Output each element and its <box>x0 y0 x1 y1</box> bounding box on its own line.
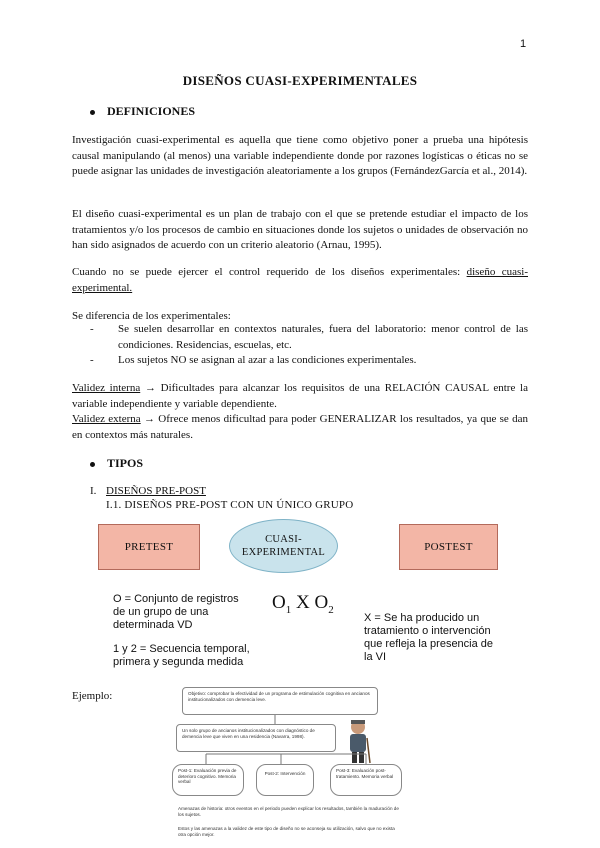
cuasi-experimental-ellipse <box>229 519 338 573</box>
validez-interna-text: → Dificultades para alcanzar los requisitos de una RELACIÓN CAUSAL entre la variable independiente y variable dependiente. <box>72 382 528 410</box>
paragraph-control-text: Cuando no se puede ejercer el control requerido de los diseños experimentales: <box>72 266 467 278</box>
ejemplo-grupo-text: Un solo grupo de ancianos institucionalizados con diagnóstico de demencia leve que viven en una residencia (Navarra, 1998). <box>182 728 315 739</box>
validez-interna <box>72 381 528 412</box>
tipo-title: DISEÑOS PRE-POST <box>106 485 206 497</box>
ejemplo-amenazas-2: Estos y las amenazas a la validez de este tipo de diseño no se aconseja su utilización, salvo que no exista otra opción mejor. <box>178 826 395 837</box>
paragraph-control <box>72 265 528 296</box>
note-o: O = Conjunto de registros de un grupo de una determinada VD <box>113 593 239 631</box>
section-heading-label: TIPOS <box>107 456 144 470</box>
ejemplo-objetivo-box <box>182 687 378 715</box>
validez-externa-text: → Ofrece menos dificultad para poder GENERALIZAR los resultados, ya que se dan en contextos más naturales. <box>72 413 528 441</box>
section-heading-definiciones <box>90 104 195 119</box>
ejemplo-grupo-box <box>176 724 336 752</box>
formula <box>272 592 334 616</box>
tipo-number: I. <box>90 485 97 497</box>
ejemplo-pretest-text: Post-1: Evaluación previa de deterioro cognitivo. Memoria verbal <box>178 768 237 784</box>
page-number: 1 <box>520 38 527 50</box>
paragraph-definition-2: El diseño cuasi-experimental es un plan de trabajo con el que se pretende estudiar el impacto de los tratamientos y/o los procesos de cambio en situaciones donde los sujetos o unidades de observación no han sido asignados de acuerdo con un criterio aleatorio (Arnau, 1995). <box>72 208 528 251</box>
formula-subscript-1: 1 <box>285 603 292 616</box>
ejemplo-label: Ejemplo: <box>72 690 113 702</box>
list-item: - Los sujetos NO se asignan al azar a las condiciones experimentales. <box>90 353 528 369</box>
ejemplo-postest-box <box>330 764 402 796</box>
paragraph-definition-1: Investigación cuasi-experimental es aquella que tiene como objetivo poner a prueba una hipótesis causal manipulando (al menos) una variable independiente donde por razones logísticas o éticas no se puede asignar las unidades de investigación aleatoriamente a los grupos (FernándezGarcía et al., 2014). <box>72 134 528 177</box>
diferencia-intro: Se diferencia de los experimentales: <box>72 310 231 322</box>
ejemplo-tratamiento-text: Post-2: Intervención <box>264 771 306 776</box>
note-secuencia: 1 y 2 = Secuencia temporal, primera y segunda medida <box>113 643 250 668</box>
validez-externa-label: Validez externa <box>72 413 141 425</box>
pretest-label: PRETEST <box>124 541 174 553</box>
list-item: - Se suelen desarrollar en contextos naturales, fuera del laboratorio: menor control de las condiciones. Residencias, escuelas, etc. <box>90 322 528 353</box>
pretest-box <box>98 524 200 570</box>
center-label: CUASI-EXPERIMENTAL <box>241 534 326 558</box>
bullet-icon <box>90 462 95 467</box>
postest-box <box>399 524 498 570</box>
note-x: X = Se ha producido un tratamiento o intervención que refleja la presencia de la VI <box>364 612 494 663</box>
diferencia-list <box>90 322 528 369</box>
ejemplo-postest-text: Post-3: Evaluación post-tratamiento. Memoria verbal <box>336 768 394 779</box>
postest-label: POSTEST <box>424 541 473 553</box>
paragraph-control-link: diseño cuasi-experimental. <box>72 266 528 294</box>
validez-externa <box>72 412 528 443</box>
page-title: DISEÑOS CUASI-EXPERIMENTALES <box>182 73 418 88</box>
validez-interna-label: Validez interna <box>72 382 141 394</box>
ejemplo-tratamiento-box <box>256 764 314 796</box>
ejemplo-objetivo-text: Objetivo: comprobar la efectividad de un programa de estimulación cognitiva en ancianos institucionalizados con demencia leve. <box>188 691 370 702</box>
ejemplo-amenazas-1: Amenazas de historia: otros eventos en el periodo pueden explicar los resultados, también la maduración de los sujetos. <box>178 806 399 817</box>
formula-subscript-2: 2 <box>328 603 334 616</box>
formula-o1: O <box>272 592 286 613</box>
formula-x-o: X O <box>291 592 329 613</box>
ejemplo-pretest-box <box>172 764 244 796</box>
subtipo-title: I.1. DISEÑOS PRE-POST CON UN ÚNICO GRUPO <box>106 499 354 511</box>
section-heading-tipos <box>90 456 143 471</box>
section-heading-label: DEFINICIONES <box>107 104 196 118</box>
bullet-icon <box>90 110 95 115</box>
